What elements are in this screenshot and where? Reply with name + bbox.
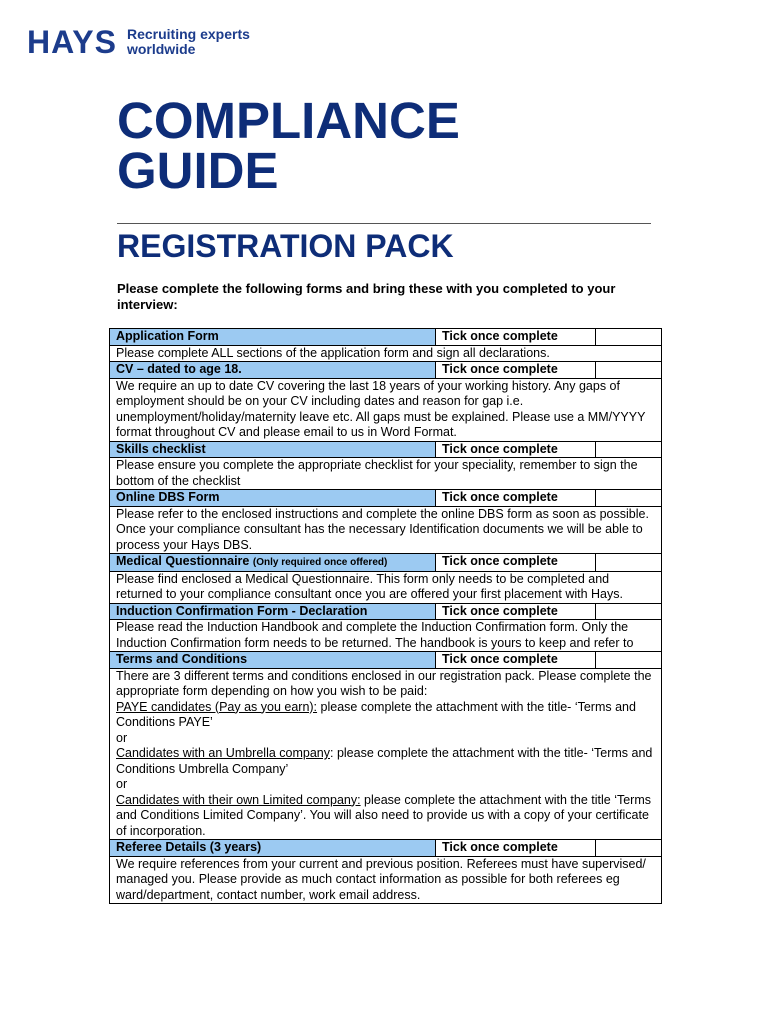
row-application-form (110, 329, 662, 346)
tick-label: Tick once complete (436, 362, 596, 379)
hays-logo (27, 24, 250, 60)
limited-label: Candidates with their own Limited company: (116, 792, 361, 807)
row-cv (110, 362, 662, 379)
heading-referee-details: Referee Details (3 years) (110, 840, 436, 857)
brand-name: HAYS (27, 24, 117, 60)
tick-label: Tick once complete (436, 441, 596, 458)
heading-application-form: Application Form (110, 329, 436, 346)
title-divider (117, 223, 651, 224)
tick-box-cv[interactable] (596, 362, 662, 379)
tick-box-skills-checklist[interactable] (596, 441, 662, 458)
heading-cv: CV – dated to age 18. (110, 362, 436, 379)
page-subtitle: REGISTRATION PACK (117, 228, 454, 264)
row-terms-and-conditions (110, 652, 662, 669)
body-referee-details: We require references from your current and previous position. Referees must have supervised/ managed you. Please provide as much contact information as possible for both referees eg ward/department, contact number, work email address. (110, 856, 662, 904)
body-medical-questionnaire: Please find enclosed a Medical Questionnaire. This form only needs to be completed and returned to your compliance consultant once you are offered your first placement with Hays. (110, 571, 662, 603)
tick-label: Tick once complete (436, 652, 596, 669)
umbrella-label: Candidates with an Umbrella company (116, 746, 330, 760)
heading-induction-confirmation: Induction Confirmation Form - Declaration (110, 603, 436, 620)
body-skills-checklist: Please ensure you complete the appropriate checklist for your speciality, remember to sign the bottom of the checklist (110, 458, 662, 490)
tick-box-online-dbs[interactable] (596, 490, 662, 507)
medical-note: (Only required once offered) (252, 557, 388, 568)
checklist-table (109, 328, 662, 904)
heading-online-dbs: Online DBS Form (110, 490, 436, 507)
body-application-form: Please complete ALL sections of the application form and sign all declarations. (110, 345, 662, 362)
row-induction-confirmation (110, 603, 662, 620)
paye-label: PAYE candidates (Pay as you earn): (116, 699, 318, 714)
tick-box-medical-questionnaire[interactable] (596, 554, 662, 572)
row-skills-checklist (110, 441, 662, 458)
brand-tagline: Recruiting experts worldwide (126, 26, 250, 57)
row-referee-details (110, 840, 662, 857)
tick-label: Tick once complete (436, 603, 596, 620)
body-online-dbs: Please refer to the enclosed instructions and complete the online DBS form as soon as possible. Once your compliance consultant has the necessary Identification documents we will be able to process your Hays DBS. (110, 506, 662, 554)
tick-label: Tick once complete (436, 840, 596, 857)
row-medical-questionnaire (110, 554, 662, 572)
tick-box-application-form[interactable] (596, 329, 662, 346)
intro-text: Please complete the following forms and bring these with you completed to your interview: (117, 281, 616, 312)
tick-label: Tick once complete (436, 490, 596, 507)
tick-box-induction-confirmation[interactable] (596, 603, 662, 620)
page-title: COMPLIANCE GUIDE (117, 92, 460, 199)
body-cv: We require an up to date CV covering the last 18 years of your working history. Any gaps of employment should be on your CV including dates and reason for gap i.e. unemployment/holiday/maternity leave etc. All gaps must be explained. Please use a MM/YYYY format throughout CV and please email to us in Word Format. (110, 378, 662, 441)
body-terms-and-conditions: There are 3 different terms and conditions enclosed in our registration pack. Please complete the appropriate form depending on how you wish to be paid: PAYE candidates (Pay as you earn): please complete the attachment with the title- ‘Terms and Conditions PAYE’ or Candidates with an Umbrella company: please complete the attachment with the title- ‘Terms and Conditions Umbrella Company’ or Candidates with their own Limited company: please complete the attachment with the title ‘Terms and Conditions Limited Company’. You will also need to provide us with a copy of your certificate of incorporation. (110, 668, 662, 840)
heading-terms-and-conditions: Terms and Conditions (110, 652, 436, 669)
tick-label: Tick once complete (436, 554, 596, 572)
heading-skills-checklist: Skills checklist (110, 441, 436, 458)
row-online-dbs (110, 490, 662, 507)
heading-medical-questionnaire: Medical Questionnaire (Only required once offered) (110, 554, 436, 572)
tick-box-referee-details[interactable] (596, 840, 662, 857)
tick-box-terms-and-conditions[interactable] (596, 652, 662, 669)
body-induction-confirmation: Please read the Induction Handbook and complete the Induction Confirmation form. Only the Induction Confirmation form needs to be returned. The handbook is yours to keep and refer to (110, 620, 662, 652)
tick-label: Tick once complete (436, 329, 596, 346)
